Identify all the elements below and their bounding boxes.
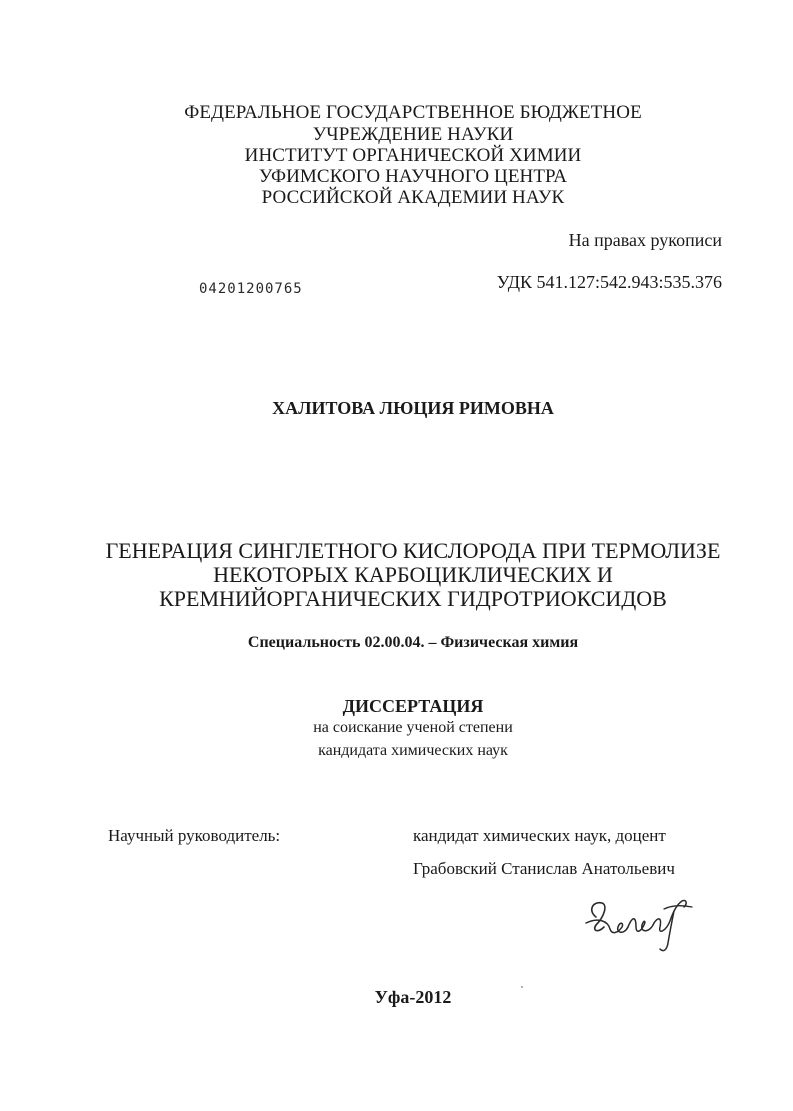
title-line-2: НЕКОТОРЫХ КАРБОЦИКЛИЧЕСКИХ И (213, 562, 613, 587)
institution-line-3: ИНСТИТУТ ОРГАНИЧЕСКОЙ ХИМИИ (244, 145, 582, 166)
dissertation-line-2: кандидата химических наук (318, 742, 508, 759)
institution-line-2: УЧРЕЖДЕНИЕ НАУКИ (312, 124, 514, 145)
place-year: Уфа-2012 (374, 987, 452, 1007)
title-line-3: КРЕМНИЙОРГАНИЧЕСКИХ ГИДРОТРИОКСИДОВ (159, 586, 667, 611)
scan-speck (521, 986, 523, 988)
dissertation-heading: ДИССЕРТАЦИЯ (342, 696, 484, 716)
title-line-1: ГЕНЕРАЦИЯ СИНГЛЕТНОГО КИСЛОРОДА ПРИ ТЕРМОЛИЗЕ (105, 538, 721, 563)
institution-line-1: ФЕДЕРАЛЬНОЕ ГОСУДАРСТВЕННОЕ БЮДЖЕТНОЕ (184, 102, 642, 123)
institution-line-5: РОССИЙСКОЙ АКАДЕМИИ НАУК (261, 187, 565, 208)
advisor-degree: кандидат химических наук, доцент (413, 826, 666, 845)
handwritten-signature (578, 887, 696, 957)
author-name: ХАЛИТОВА ЛЮЦИЯ РИМОВНА (272, 398, 554, 418)
advisor-name: Грабовский Станислав Анатольевич (413, 859, 675, 878)
manuscript-note: На правах рукописи (568, 230, 722, 250)
dissertation-line-1: на соискание ученой степени (313, 719, 513, 736)
institution-line-4: УФИМСКОГО НАУЧНОГО ЦЕНТРА (258, 166, 568, 187)
advisor-label: Научный руководитель: (108, 826, 281, 845)
registration-number: 04201200765 (199, 281, 303, 297)
specialty: Специальность 02.00.04. – Физическая химия (247, 634, 579, 651)
udc-code: УДК 541.127:542.943:535.376 (496, 272, 722, 292)
